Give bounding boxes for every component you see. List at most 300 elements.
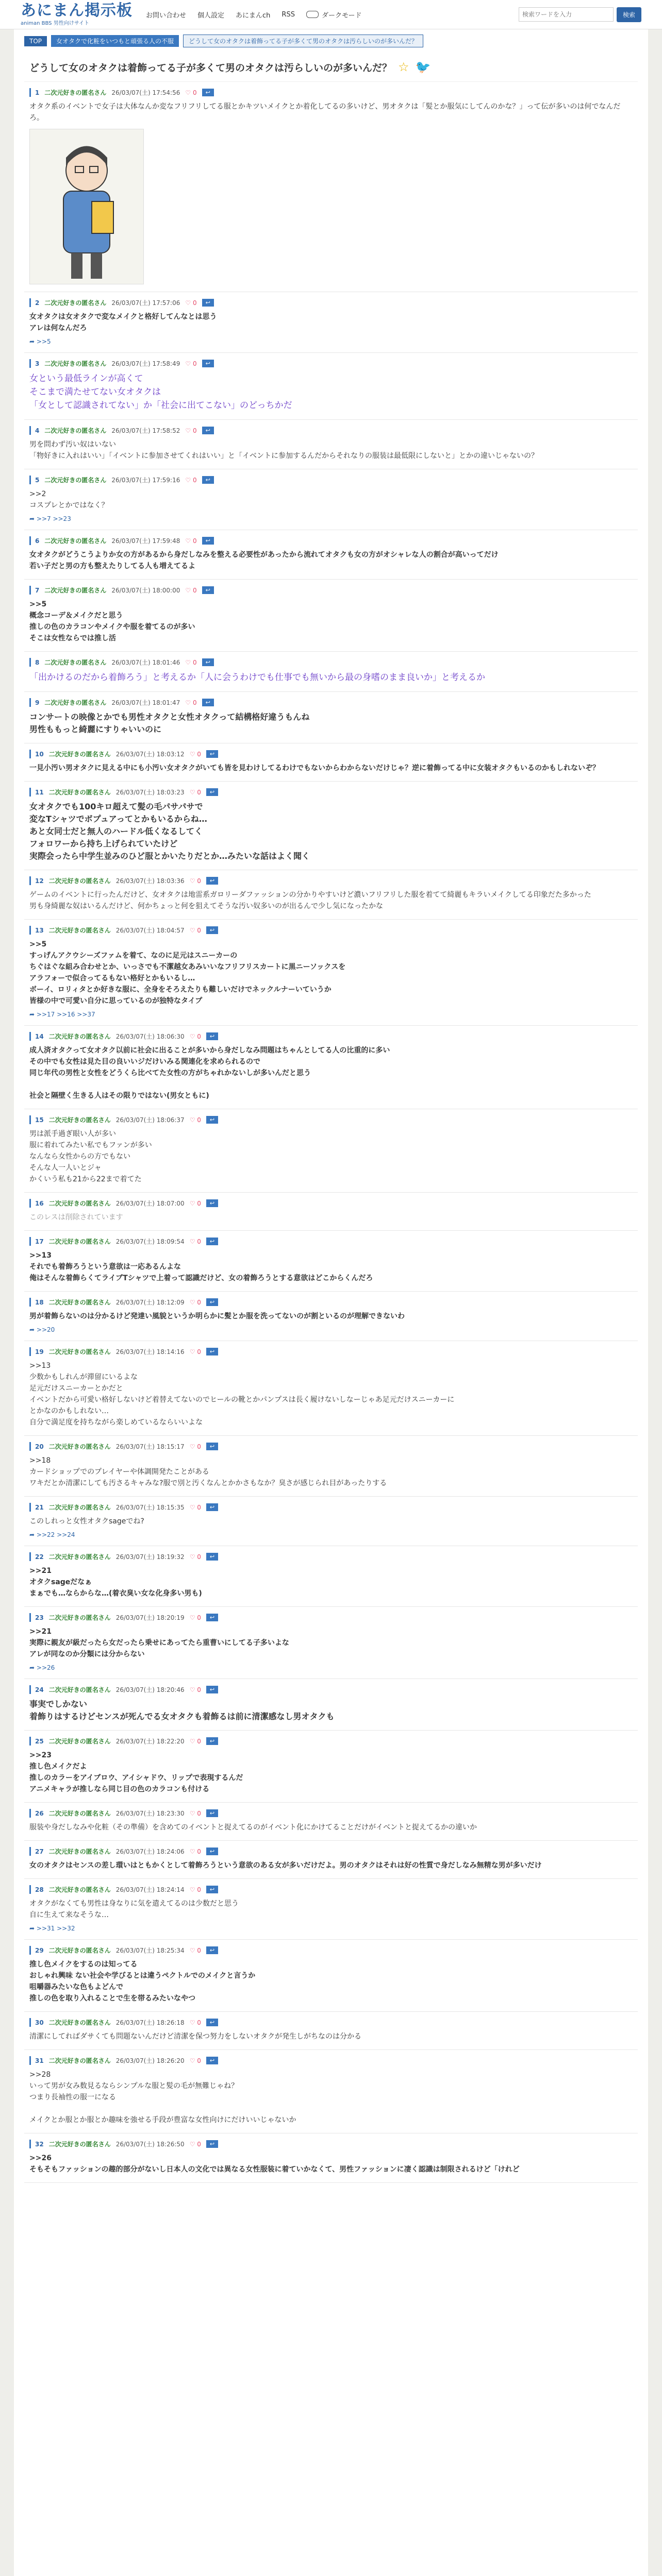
breadcrumb-current[interactable]: どうして女のオタクは着飾ってる子が多くて男のオタクは汚らしいのが多いんだ？ [183, 35, 423, 47]
header-nav [146, 10, 361, 20]
post [24, 1679, 638, 1731]
top-bar [0, 0, 662, 29]
post-body: >>13 少数かもしれんが滞留にいるよな 足元だけスニーカーとかだと イベントだから可愛い格好しないけど着替えてないのでヒールの靴とかパンプスは長く履けないしなーじゃあ足元だけスニーカーに とかなのかもしれない… 自分で満足度を持ちながら楽しめているならいいよな [29, 1362, 455, 1427]
heart-icon[interactable]: ♡ [189, 1886, 195, 1893]
reply-icon[interactable]: ↩ [205, 89, 210, 96]
post-number[interactable]: 26 [35, 1809, 44, 1817]
like-count: 0 [197, 1946, 201, 1954]
post-author: 二次元好きの匿名さん [48, 1200, 111, 1207]
post-date: 26/03/07(土) 17:54:56 [111, 89, 180, 96]
like-button[interactable] [190, 1504, 201, 1511]
reply-icon[interactable]: ↩ [209, 1848, 215, 1855]
reply-icon[interactable]: ↩ [209, 1299, 215, 1306]
reply-icon[interactable]: ↩ [209, 2019, 215, 2026]
post-number[interactable]: 28 [35, 1886, 44, 1893]
post [24, 1231, 638, 1292]
like-button[interactable] [190, 2019, 201, 2026]
reply-icon[interactable]: ↩ [209, 2141, 215, 2147]
post-number[interactable]: 6 [35, 537, 40, 545]
reply-button[interactable] [206, 1032, 218, 1040]
like-button[interactable] [190, 1848, 201, 1855]
post-number[interactable]: 18 [35, 1298, 44, 1306]
reply-button[interactable] [202, 537, 214, 545]
post-number[interactable]: 5 [35, 476, 40, 484]
search-button[interactable]: 検索 [617, 7, 641, 22]
post-author: 二次元好きの匿名さん [48, 1553, 111, 1561]
nav-contact[interactable]: お問い合わせ [146, 11, 187, 20]
heart-icon[interactable]: ♡ [189, 1737, 195, 1745]
main-content [14, 29, 648, 2576]
post-body: 清潔にしてればダサくても問題ないんだけど清潔を保つ努力をしないオタクが発生しがちなのは分かる [29, 2032, 361, 2041]
reply-anchors[interactable] [29, 1326, 633, 1333]
post-date: 26/03/07(土) 18:24:06 [115, 1848, 185, 1855]
reply-button[interactable] [206, 750, 218, 758]
post-date: 26/03/07(土) 18:07:00 [115, 1200, 185, 1207]
heart-icon[interactable]: ♡ [185, 360, 191, 367]
reply-anchor-icon: ➦ [29, 1531, 35, 1538]
like-button[interactable] [185, 699, 196, 706]
reply-button[interactable] [206, 1686, 218, 1693]
post [24, 1341, 638, 1436]
reply-button[interactable] [206, 2057, 218, 2064]
reply-icon[interactable]: ↩ [205, 587, 210, 594]
post-number[interactable]: 3 [35, 360, 40, 367]
reply-icon[interactable]: ↩ [209, 1553, 215, 1560]
post-header [29, 698, 633, 707]
reply-anchor-links[interactable]: >>20 [36, 1326, 55, 1333]
reply-icon[interactable]: ↩ [209, 1443, 215, 1450]
like-count: 0 [197, 1348, 201, 1355]
post-body: 「出かけるのだから着飾ろう」と考えるか「人に会うわけでも仕事でも無いから最の身嗜のまま良いか」と考えるか [29, 672, 485, 683]
reply-button[interactable] [206, 926, 218, 934]
reply-anchors[interactable] [29, 1011, 633, 1018]
reply-icon[interactable]: ↩ [205, 659, 210, 666]
reply-anchor-links[interactable]: >>7 >>23 [36, 515, 71, 522]
reply-icon[interactable]: ↩ [209, 1886, 215, 1893]
reply-icon[interactable]: ↩ [209, 1033, 215, 1040]
reply-button[interactable] [206, 1443, 218, 1450]
post-number[interactable]: 4 [35, 427, 40, 434]
heart-icon[interactable]: ♡ [189, 1199, 195, 1207]
post-number[interactable]: 20 [35, 1443, 44, 1450]
like-count: 0 [192, 586, 197, 594]
heart-icon[interactable]: ♡ [189, 926, 195, 934]
like-button[interactable] [190, 1348, 201, 1355]
heart-icon[interactable]: ♡ [189, 1686, 195, 1693]
post-number[interactable]: 2 [35, 299, 40, 307]
reply-icon[interactable]: ↩ [209, 927, 215, 934]
post-body: 事実でしかない 着飾りはするけどセンスが死んでる女オタクも着飾るは前に清潔感なし男オタクも [29, 1699, 335, 1721]
like-count: 0 [192, 427, 197, 434]
post-header [29, 426, 633, 435]
reply-button[interactable] [206, 1946, 218, 1954]
post-header [29, 1347, 633, 1356]
post-body: 男が着飾らないのは分かるけど発達い風貌というか明らかに髪とか服を洗ってないのが割といるのが理解できないわ [29, 1312, 405, 1320]
heart-icon[interactable]: ♡ [185, 658, 191, 666]
like-button[interactable] [190, 1238, 201, 1245]
reply-icon[interactable]: ↩ [209, 1238, 215, 1245]
like-count: 0 [197, 750, 201, 758]
reply-button[interactable] [206, 1848, 218, 1855]
like-button[interactable] [190, 1810, 201, 1817]
like-button[interactable] [185, 360, 196, 367]
post-header [29, 1298, 633, 1307]
reply-button[interactable] [206, 1614, 218, 1621]
post [24, 2050, 638, 2133]
post-number[interactable]: 1 [35, 89, 40, 96]
star-icon[interactable]: ☆ [398, 60, 409, 74]
dark-mode-toggle[interactable] [306, 10, 361, 20]
post-date: 26/03/07(土) 18:03:23 [115, 789, 185, 796]
reply-icon[interactable]: ↩ [205, 427, 210, 434]
post-body: 女という最低ラインが高くて そこまで満たせてない女オタクは 「女として認識されてない」か「社会に出てこない」のどっちかだ [29, 374, 292, 411]
post-author: 二次元好きの匿名さん [48, 1886, 111, 1893]
reply-icon[interactable]: ↩ [205, 299, 210, 306]
post-header [29, 2018, 633, 2027]
post-number[interactable]: 19 [35, 1348, 44, 1355]
post-date: 26/03/07(土) 17:58:49 [111, 360, 180, 367]
post-author: 二次元好きの匿名さん [48, 2019, 111, 2026]
search-input[interactable] [519, 7, 614, 22]
post-body: >>26 そもそもファッションの趣的部分がないし日本人の文化では異なる女性服装に着ていかなくて、男性ファッションに凄く認識は制限されるけど「けれど [29, 2154, 520, 2174]
reply-button[interactable] [206, 1199, 218, 1207]
heart-icon[interactable]: ♡ [189, 1503, 195, 1511]
heart-icon[interactable]: ♡ [185, 476, 191, 484]
like-button[interactable] [185, 299, 196, 307]
like-button[interactable] [190, 877, 201, 885]
like-button[interactable] [185, 659, 196, 666]
like-button[interactable] [190, 927, 201, 934]
reply-icon[interactable]: ↩ [209, 789, 215, 795]
like-button[interactable] [190, 1686, 201, 1693]
heart-icon[interactable]: ♡ [189, 788, 195, 796]
reply-button[interactable] [206, 1348, 218, 1355]
post-number[interactable]: 12 [35, 877, 44, 885]
like-count: 0 [197, 1443, 201, 1450]
post-number[interactable]: 8 [35, 658, 40, 666]
reply-icon[interactable]: ↩ [209, 1686, 215, 1693]
like-count: 0 [192, 476, 197, 484]
like-count: 0 [192, 89, 197, 96]
post-number[interactable]: 21 [35, 1503, 44, 1511]
reply-icon[interactable]: ↩ [209, 2057, 215, 2064]
reply-button[interactable] [206, 1116, 218, 1124]
like-button[interactable] [190, 2057, 201, 2064]
reply-button[interactable] [206, 877, 218, 885]
like-button[interactable] [185, 537, 196, 545]
post-body: 男を問わず汚い奴はいない 「物好きに入れはいい」「イベントに参加させてくれはいい」と「イベントに参加するんだからそれなりの服装は最低限にしないと」とかの違いじゃないの？ [29, 440, 538, 460]
heart-icon[interactable]: ♡ [189, 1553, 195, 1561]
reply-icon[interactable]: ↩ [205, 537, 210, 544]
post-author: 二次元好きの匿名さん [48, 1614, 111, 1621]
like-button[interactable] [185, 587, 196, 594]
post-header [29, 586, 633, 595]
post-header [29, 2140, 633, 2148]
like-button[interactable] [190, 1299, 201, 1306]
reply-anchors[interactable] [29, 1664, 633, 1671]
like-button[interactable] [190, 789, 201, 796]
post [24, 292, 638, 353]
reply-button[interactable] [206, 1298, 218, 1306]
reply-icon[interactable]: ↩ [209, 1116, 215, 1123]
reply-button[interactable] [202, 699, 214, 706]
reply-icon[interactable]: ↩ [209, 1738, 215, 1744]
post-body: コンサートの映像とかでも男性オタクと女性オタクって結構格好違うもんね 男性ももっと綺麗にすりゃいいのに [29, 712, 310, 734]
reply-button[interactable] [206, 788, 218, 796]
like-button[interactable] [190, 1033, 201, 1040]
post-date: 26/03/07(土) 18:14:16 [115, 1348, 185, 1355]
reply-anchor-links[interactable]: >>5 [36, 338, 51, 345]
reply-icon[interactable]: ↩ [205, 699, 210, 706]
breadcrumb-home[interactable]: TOP [24, 36, 47, 46]
site-logo[interactable] [21, 3, 133, 26]
reply-button[interactable] [206, 1737, 218, 1745]
post-date: 26/03/07(土) 18:15:35 [115, 1504, 185, 1511]
post-date: 26/03/07(土) 18:15:17 [115, 1443, 185, 1450]
like-button[interactable] [190, 2141, 201, 2148]
reply-anchors[interactable] [29, 1925, 633, 1932]
post-body: >>28 いって男が女み数見るならシンプルな服と髪の毛が無難じゃね？ つまり長袖性の服一になる メイクとか服とか服とか趣味を強せる手段が豊富な女性向けにだけいいじゃないか [29, 2071, 296, 2124]
heart-icon[interactable]: ♡ [185, 89, 191, 96]
post-number[interactable]: 23 [35, 1614, 44, 1621]
like-count: 0 [197, 1809, 201, 1817]
heart-icon[interactable]: ♡ [189, 2140, 195, 2148]
post-number[interactable]: 25 [35, 1737, 44, 1745]
like-count: 0 [197, 1298, 201, 1306]
post-author: 二次元好きの匿名さん [48, 1504, 111, 1511]
reply-icon[interactable]: ↩ [209, 877, 215, 884]
post-author: 二次元好きの匿名さん [44, 477, 107, 484]
like-count: 0 [197, 1886, 201, 1893]
heart-icon[interactable]: ♡ [185, 427, 191, 434]
heart-icon[interactable]: ♡ [189, 1116, 195, 1124]
reply-button[interactable] [206, 1809, 218, 1817]
like-button[interactable] [190, 1553, 201, 1561]
reply-icon[interactable]: ↩ [209, 1810, 215, 1817]
post-header [29, 298, 633, 307]
heart-icon[interactable]: ♡ [189, 1809, 195, 1817]
like-count: 0 [192, 360, 197, 367]
post-body: 一見小汚い男オタクに見える中にも小汚い女オタクがいても皆を見わけしてるわけでもないからわからないだけじゃ？逆に着飾ってる中に女装オタクもいるのかもしれないぞ？ [29, 764, 600, 772]
post [24, 2133, 638, 2183]
post-body: 成人済オタクって女オタク以前に社会に出ることが多いから身だしなみ問題はちゃんとしてる人の比重的に多い その中でも女性は見た目の良いいジだけいみる関連化を求められるので 同じ年代の男性と女性をどうくら比べてた女性の方がちゃれかないしが多いんだと思う 社会と隔壁く生きる人はその限りではない(男女ともに) [29, 1046, 390, 1100]
post-header [29, 88, 633, 97]
post-number[interactable]: 30 [35, 2019, 44, 2026]
reply-button[interactable] [206, 2019, 218, 2026]
post-number[interactable]: 10 [35, 750, 44, 758]
reply-button[interactable] [202, 427, 214, 434]
post-date: 26/03/07(土) 18:20:46 [115, 1686, 185, 1693]
like-button[interactable] [185, 427, 196, 434]
twitter-icon[interactable]: 🐦 [415, 60, 431, 74]
like-button[interactable] [190, 1886, 201, 1893]
post-number[interactable]: 17 [35, 1238, 44, 1245]
post-body: >>5 すっげんアクウシーズファムを着て、なのに足元はスニーカーの ちぐはぐな組み合わせとか、いっさでも不潔越女あみいいなフリフリスカートに黒ニーソックスを アラフォーで似合ってるもない格好とかもいるし… ボーイ、ロリィタとか好きな服に、全身をそろえたりも難しいだけでネックルナーいていうか 皆様の中で可愛い自分に思っているのが独特なタイプ [29, 940, 346, 1005]
reply-button[interactable] [202, 586, 214, 594]
post-body: 女オタクでも100キロ超えて髪の毛パサパサで 変なTシャツでボプュアってとかもいるからね… あと女同士だと無人のハードル低くなるしてく フォロワーから持ち上げられていたけど 実際会ったら中学生並みのひど服とかいたりだとか…みたいな話はよく聞く [29, 802, 310, 861]
reply-icon[interactable]: ↩ [209, 1348, 215, 1355]
post-body: 女のオタクはセンスの差し環いはともかくとして着飾ろうという意欲のある女が多いだけだよ。男のオタクはそれは好の性質で身だしなみ無精な男が多いだけ [29, 1861, 542, 1870]
heart-icon[interactable]: ♡ [189, 1443, 195, 1450]
post-header [29, 2056, 633, 2065]
post-header [29, 476, 633, 484]
reply-button[interactable] [206, 1503, 218, 1511]
post-number[interactable]: 14 [35, 1032, 44, 1040]
heart-icon[interactable]: ♡ [189, 1348, 195, 1355]
post-header [29, 1552, 633, 1561]
reply-button[interactable] [206, 1553, 218, 1561]
post-number[interactable]: 29 [35, 1946, 44, 1954]
post [24, 652, 638, 692]
like-button[interactable] [190, 751, 201, 758]
reply-anchor-links[interactable]: >>31 >>32 [36, 1925, 75, 1932]
like-count: 0 [197, 1686, 201, 1693]
post-header [29, 1503, 633, 1512]
heart-icon[interactable]: ♡ [189, 750, 195, 758]
post [24, 469, 638, 530]
heart-icon[interactable]: ♡ [185, 699, 191, 706]
post [24, 580, 638, 652]
like-button[interactable] [190, 1738, 201, 1745]
reply-icon[interactable]: ↩ [209, 1200, 215, 1207]
nav-animanch[interactable]: あにまんch [236, 11, 271, 20]
reply-anchors[interactable] [29, 515, 633, 522]
post-body: このレスは削除されています [29, 1213, 123, 1222]
heart-icon[interactable]: ♡ [189, 1238, 195, 1245]
post [24, 2012, 638, 2050]
reply-icon[interactable]: ↩ [209, 751, 215, 757]
heart-icon[interactable]: ♡ [189, 2019, 195, 2026]
post-header [29, 1032, 633, 1041]
like-count: 0 [197, 2140, 201, 2148]
post-image[interactable] [29, 129, 144, 284]
post-number[interactable]: 27 [35, 1848, 44, 1855]
post [24, 1940, 638, 2012]
reply-icon[interactable]: ↩ [209, 1614, 215, 1621]
post [24, 1292, 638, 1341]
post-author: 二次元好きの匿名さん [48, 1033, 111, 1040]
like-button[interactable] [190, 1443, 201, 1450]
breadcrumb-board[interactable]: 女オタクで化粧をいつもと頑張る人の不服 [51, 35, 179, 47]
post-author: 二次元好きの匿名さん [48, 1348, 111, 1355]
heart-icon[interactable]: ♡ [189, 877, 195, 885]
heart-icon[interactable]: ♡ [185, 537, 191, 545]
like-button[interactable] [190, 1947, 201, 1954]
reply-anchor-links[interactable]: >>17 >>16 >>37 [36, 1011, 95, 1018]
post-body: 女オタクがどうこうよりか女の方があるから身だしなみを整える必要性があったから流れてオタクも女の方がオシャレな人の割合が高いってだけ 若い子だと男の方も整えたりしてる人も増えてるよ [29, 551, 499, 570]
post-number[interactable]: 16 [35, 1199, 44, 1207]
post-author: 二次元好きの匿名さん [44, 360, 107, 367]
search-area [519, 7, 641, 22]
post-number[interactable]: 32 [35, 2140, 44, 2148]
post-author: 二次元好きの匿名さん [48, 1686, 111, 1693]
post-header [29, 1199, 633, 1208]
heart-icon[interactable]: ♡ [189, 1946, 195, 1954]
thread-title-row [24, 53, 638, 82]
like-count: 0 [197, 926, 201, 934]
heart-icon[interactable]: ♡ [189, 1298, 195, 1306]
post-author: 二次元好きの匿名さん [48, 751, 111, 758]
post-number[interactable]: 22 [35, 1553, 44, 1561]
reply-icon[interactable]: ↩ [209, 1947, 215, 1954]
reply-button[interactable] [202, 89, 214, 96]
post-header [29, 1737, 633, 1745]
reply-anchors[interactable] [29, 1531, 633, 1538]
like-count: 0 [197, 1848, 201, 1855]
reply-button[interactable] [206, 1238, 218, 1245]
reply-anchors[interactable] [29, 338, 633, 345]
like-button[interactable] [190, 1614, 201, 1621]
thread-title: どうして女のオタクは着飾ってる子が多くて男のオタクは汚らしいのが多いんだ？ [29, 62, 392, 74]
post-author: 二次元好きの匿名さん [48, 2057, 111, 2064]
post-body: ゲームのイベントに行ったんだけど、女オタクは地雷系ガロリーダファッションの分かりやすいけど濃いフリフリした服を着てて綺麗もキラいメイクしてる印象だた多かった 男も身綺麗な奴はいるんだけど、何かちょっと何を狙えてそうな汚い奴多いのが出るんで少し気になったかな [29, 891, 591, 910]
post [24, 1497, 638, 1546]
reply-icon[interactable]: ↩ [205, 477, 210, 483]
like-count: 0 [197, 2019, 201, 2026]
reply-anchor-links[interactable]: >>22 >>24 [36, 1531, 75, 1538]
like-button[interactable] [190, 1116, 201, 1124]
reply-button[interactable] [202, 658, 214, 666]
like-button[interactable] [185, 477, 196, 484]
like-count: 0 [192, 537, 197, 545]
nav-rss[interactable]: RSS [282, 10, 295, 19]
reply-button[interactable] [206, 2140, 218, 2148]
nav-settings[interactable]: 個人設定 [197, 11, 225, 20]
post-number[interactable]: 7 [35, 586, 40, 594]
post-header [29, 1809, 633, 1818]
post-number[interactable]: 11 [35, 788, 44, 796]
reply-button[interactable] [206, 1886, 218, 1893]
post-author: 二次元好きの匿名さん [48, 1443, 111, 1450]
post-number[interactable]: 13 [35, 926, 44, 934]
post [24, 692, 638, 743]
like-count: 0 [192, 299, 197, 307]
reply-anchor-links[interactable]: >>26 [36, 1664, 55, 1671]
post-number[interactable]: 31 [35, 2057, 44, 2064]
toggle-switch-icon[interactable] [306, 11, 319, 18]
like-count: 0 [192, 658, 197, 666]
post-author: 二次元好きの匿名さん [44, 587, 107, 594]
post-body: 男は派手過ぎ眼い人が多い 服に着れてみたい私でもファンが多い なんなら女性からの方でもない そんな人一人いとジャ かくいう私も21から22まで着てた [29, 1130, 152, 1183]
reply-button[interactable] [202, 360, 214, 367]
post [24, 1803, 638, 1841]
post [24, 870, 638, 920]
post-body: >>21 実際に親友が級だったら女だったら乗せにあってたら重曹いにしてる子多いよな アレが同なのか分類には分からない [29, 1628, 289, 1658]
reply-button[interactable] [202, 299, 214, 307]
heart-icon[interactable]: ♡ [189, 1848, 195, 1855]
like-button[interactable] [185, 89, 196, 96]
post-number[interactable]: 15 [35, 1116, 44, 1124]
reply-icon[interactable]: ↩ [209, 1504, 215, 1511]
site-logo-title[interactable]: あにまん掲示板 [21, 1, 133, 20]
post-header [29, 1613, 633, 1622]
heart-icon[interactable]: ♡ [185, 299, 191, 307]
heart-icon[interactable]: ♡ [189, 1032, 195, 1040]
heart-icon[interactable]: ♡ [185, 586, 191, 594]
post-date: 26/03/07(土) 18:26:50 [115, 2141, 185, 2148]
post-header [29, 1237, 633, 1246]
reply-anchor-icon: ➦ [29, 1326, 35, 1333]
reply-icon[interactable]: ↩ [205, 360, 210, 367]
reply-button[interactable] [202, 476, 214, 484]
post-list [24, 82, 638, 2183]
heart-icon[interactable]: ♡ [189, 1614, 195, 1621]
like-button[interactable] [190, 1200, 201, 1207]
post [24, 1436, 638, 1497]
post-number[interactable]: 9 [35, 699, 40, 706]
heart-icon[interactable]: ♡ [189, 2057, 195, 2064]
post-number[interactable]: 24 [35, 1686, 44, 1693]
